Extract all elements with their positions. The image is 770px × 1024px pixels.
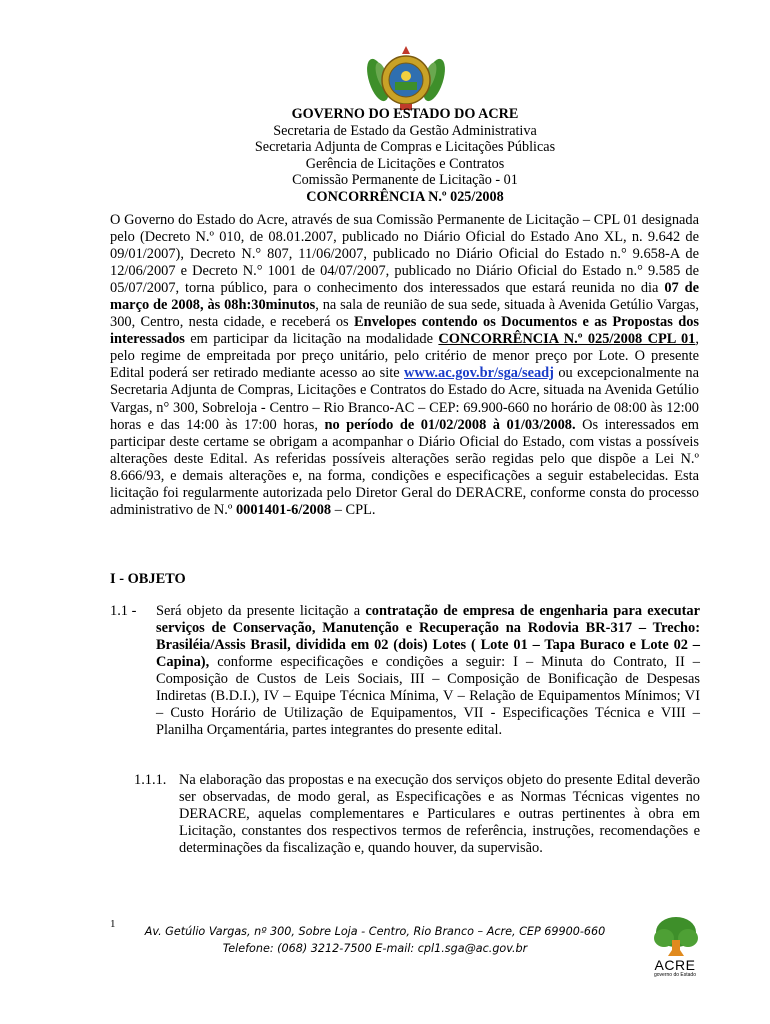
acre-logo-tagline: governo do Estado [654,972,696,978]
page-number: 1 [110,918,116,930]
section-title: I - OBJETO [110,571,186,587]
intro-text-2: , na sala de reunião de sua sede, situada à Avenida Getúlio Vargas, 300, Centro, nesta cidade, e receberá os [110,297,699,331]
process-number: 0001401-6/2008 [235,501,332,518]
document-header [100,106,710,206]
header-secretariat: Secretaria de Estado da Gestão Administrativa [273,122,537,139]
item-text-2: conforme especificações e condições a seguir: I – Minuta do Contrato, II – Composição de Custos de Leis Sociais, III – Composição de Bonificação de Despesas Indiretas (B.D.I.), IV – Equipe Técnica Mínima, V – Relação de Equipamentos Mínimos; VI – Custo Horário de Utilização de Equipamentos, VII - Especificações Técnica e VIII – Planilha Orçamentária, partes integrantes do presente edital. [156,654,700,739]
item-text [156,603,700,739]
acre-logo-text: ACRE [654,957,696,973]
header-commission: Comissão Permanente de Licitação - 01 [292,172,518,189]
intro-text-5: ou excepcionalmente na Secretaria Adjunta de Compras, Licitações e Contratos do Estado do Acre, situada na Avenida Getúlio Vargas, n° 300, Sobreloja - Centro – Rio Branco-AC – CEP: 69.900-660 no horário de 08:00 às 12:00 horas e das 14:00 às 17:00 horas, [110,365,699,433]
intro-text-4: , pelo regime de empreitada por preço unitário, pelo critério de menor preço por Lote. O presente Edital poderá ser retirado mediante acesso ao site [110,331,699,382]
availability-period: no período de 01/02/2008 à 01/03/2008. [324,416,576,433]
header-management: Gerência de Licitações e Contratos [305,155,505,172]
item-text-1: Será objeto da presente licitação a [156,603,366,619]
subitem-number: 1.1.1. [134,772,167,788]
footer-address: Av. Getúlio Vargas, nº 300, Sobre Loja - Centro, Rio Branco – Acre, CEP 69900-660 [144,925,606,938]
meeting-date: 07 de março de 2008, às 08h:30minutos [110,280,699,314]
item-object: contratação de empresa de engenharia para executar serviços de Conservação, Manutenção e Recuperação na Rodovia BR-317 – Trecho: Brasiléia/Assis Brasil, dividida em 02 (dois) Lotes ( Lote 01 – Tapa Buraco e Lote 02 – Capina), [156,603,700,671]
intro-text-6: Os interessados em participar deste certame se obrigam a acompanhar o Diário Oficial do Estado, com vistas a possíveis alterações deste Edital. As referidas possíveis alterações serão regidas pelo que dispõe a Lei N.º 8.666/93, e demais alterações e, na forma, condições e especificações a seguir estabelecidas. Esta licitação foi regularmente autorizada pelo Diretor Geral do DERACRE, conforme consta do processo administrativo de N.º [110,416,699,518]
footer-contact: Telefone: (068) 3212-7500 E-mail: cpl1.sga@ac.gov.br [222,941,528,955]
intro-text-7: – CPL. [331,501,376,518]
item-number: 1.1 - [110,603,137,619]
header-adjunct-secretariat: Secretaria Adjunta de Compras e Licitações Públicas [254,139,556,156]
intro-paragraph [110,212,699,519]
envelopes-text: Envelopes contendo os Documentos e as Propostas dos interessados [110,314,699,348]
website-link[interactable]: www.ac.gov.br/sga/seadj [404,365,554,382]
state-seal-icon [366,40,446,116]
header-government: GOVERNO DO ESTADO DO ACRE [291,106,519,122]
header-tender-number: CONCORRÊNCIA N.º 025/2008 [306,188,504,205]
intro-text-3: em participar da licitação na modalidade [184,331,439,348]
tender-modality: CONCORRÊNCIA N.º 025/2008 CPL 01 [438,331,696,348]
footer [140,924,610,957]
intro-text-1: O Governo do Estado do Acre, através de sua Comissão Permanente de Licitação – CPL 01 designada pelo (Decreto N.º 010, de 08.01.2007, publicado no Diário Oficial do Estado Ano XL, n. 9.642 de 09/01/2007), Decreto N.° 807, 11/06/2007, publicado no Diário Oficial do Estado n.° 9.658-A de 12/06/2007 e Decreto N.° 1001 de 04/07/2007, publicado no Diário Oficial do Estado n.° 9.585 de 05/07/2007, torna público, para o conhecimento dos interessados que estará reunida no dia [110,212,699,297]
subitem-text: Na elaboração das propostas e na execução dos serviços objeto do presente Edital deverão ser observadas, de modo geral, as Especificações e as Normas Técnicas vigentes no DERACRE, aquelas complementares e Particulares e outras pertinentes à obra em Licitação, constantes dos respectivos termos de referência, instruções, recomendações e determinações da fiscalização e, quando houver, da supervisão. [179,772,700,857]
